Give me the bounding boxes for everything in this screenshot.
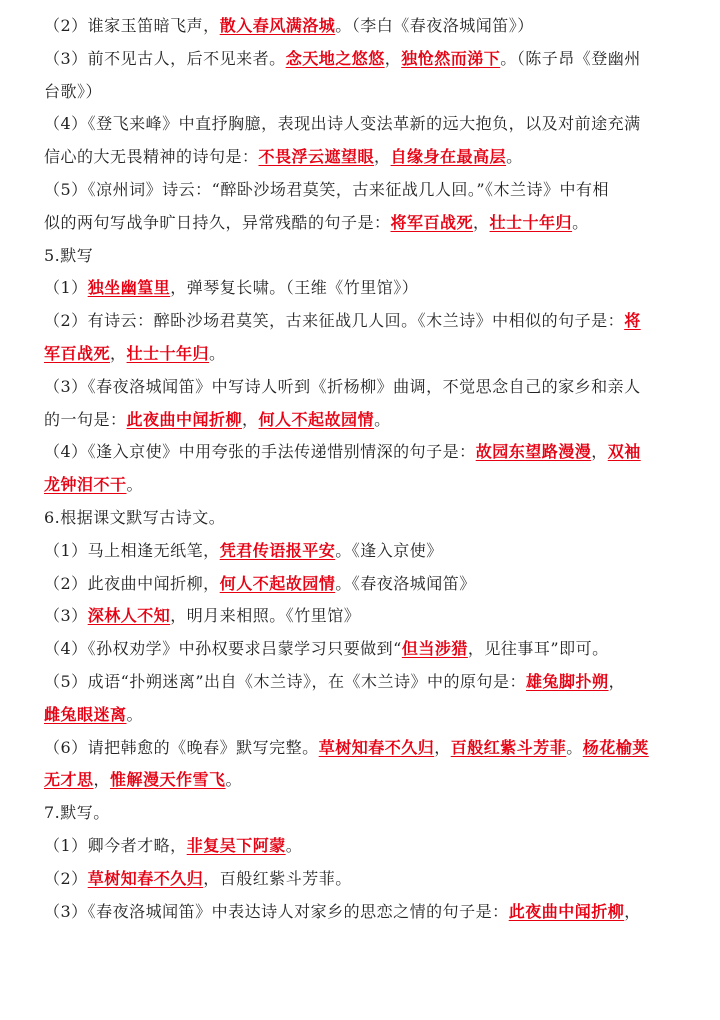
answer-text: 独坐幽篁里	[87, 278, 171, 298]
answer-text: 凭君传语报平安	[219, 540, 336, 560]
answer-text: 故园东望路漫漫	[475, 442, 592, 462]
text-line	[44, 305, 690, 338]
answer-text: 双袖	[607, 442, 641, 462]
answer-text: 散入春风满洛城	[219, 16, 336, 35]
text-line	[44, 404, 690, 437]
answer-text: 何人不起故园情	[219, 573, 336, 593]
line-text: 。	[572, 212, 589, 232]
answer-text: 独怆然而涕下	[401, 48, 501, 68]
line-text: 。	[566, 737, 583, 757]
line-text: ，	[624, 901, 641, 921]
text-line	[44, 436, 690, 469]
line-text: （3）	[44, 606, 88, 626]
answer-text: 惟解漫天作雪飞	[110, 770, 226, 790]
line-text: ，	[591, 442, 608, 462]
answer-text: 百般红紫斗芳菲	[450, 737, 567, 757]
line-text: 信心的大无畏精神的诗句是：	[44, 147, 259, 167]
answer-text: 不畏浮云遮望眼	[258, 147, 375, 167]
line-text: 6.根据课文默写古诗文。	[44, 507, 226, 527]
text-line	[44, 896, 690, 929]
line-text: （1）卿今者才略，	[44, 835, 187, 855]
line-text: （3）前不见古人，后不见来者。	[44, 48, 286, 68]
answer-text: 非复吴下阿蒙	[186, 835, 286, 855]
line-text: （4）《登飞来峰》中直抒胸臆，表现出诗人变法革新的远大抱负，以及对前途充满	[44, 114, 641, 134]
text-line	[44, 108, 690, 141]
line-text: （4）《逢入京使》中用夸张的手法传递惜别情深的句子是：	[44, 442, 476, 462]
answer-text: 将军百战死	[390, 212, 474, 232]
line-text: 。	[126, 475, 144, 495]
answer-text: 雄兔脚扑朔	[526, 671, 609, 691]
line-text: 。	[126, 704, 144, 724]
line-text: ，	[434, 737, 451, 757]
line-text: （1）	[44, 278, 88, 298]
line-text: ，百般红紫斗芳菲。	[203, 868, 352, 888]
line-text: 。《春夜洛城闻笛》	[335, 573, 476, 593]
line-text: （2）谁家玉笛暗飞声，	[44, 16, 220, 35]
answer-text: 军百战死	[44, 343, 111, 363]
line-text: （2）有诗云：醉卧沙场君莫笑，古来征战几人回。《木兰诗》中相似的句子是：	[44, 311, 625, 331]
line-text: 7.默写。	[44, 803, 110, 823]
line-text: ，	[473, 212, 490, 232]
line-text: ，	[242, 409, 259, 429]
line-text: 似的两句写战争旷日持久，异常残酷的句子是：	[44, 212, 391, 232]
line-text: 。	[209, 343, 226, 363]
line-text: （2）此夜曲中闻折柳，	[44, 573, 220, 593]
line-text: （2）	[44, 868, 88, 888]
answer-text: 此夜曲中闻折柳	[508, 901, 625, 921]
section-heading	[44, 240, 690, 273]
text-line	[44, 666, 690, 699]
line-text: 。	[225, 770, 243, 790]
line-text: 的一句是：	[44, 409, 127, 429]
answer-text: 无才思	[44, 770, 94, 790]
line-text: ，	[384, 48, 402, 68]
line-text: ，	[93, 770, 111, 790]
answer-text: 壮士十年归	[489, 212, 573, 232]
answer-text: 龙钟泪不干	[44, 475, 127, 495]
line-text: 台歌》）	[44, 81, 103, 101]
answer-text: 念天地之悠悠	[285, 48, 385, 68]
line-text: （5）成语“扑朔迷离”出自《木兰诗》，在《木兰诗》中的原句是：	[44, 671, 527, 691]
line-text: 。	[506, 147, 523, 167]
text-line	[44, 272, 690, 305]
text-line	[44, 535, 690, 568]
line-text: （3）《春夜洛城闻笛》中表达诗人对家乡的思恋之情的句子是：	[44, 901, 509, 921]
answer-text: 将	[624, 311, 641, 331]
section-heading	[44, 797, 690, 830]
line-text: （5）《凉州词》诗云：“醉卧沙场君莫笑，古来征战几人回。”《木兰诗》中有相	[44, 179, 610, 199]
text-line	[44, 469, 690, 502]
answer-text: 何人不起故园情	[258, 409, 375, 429]
line-text: （6）请把韩愈的《晚春》默写完整。	[44, 737, 319, 757]
text-line	[44, 732, 690, 765]
line-text: ，明月来相照。《竹里馆》	[170, 606, 361, 626]
text-line	[44, 141, 690, 174]
line-text: ，见往事耳”即可。	[467, 639, 609, 659]
line-text: ，	[608, 671, 626, 691]
answer-text: 深林人不知	[87, 606, 171, 626]
text-line	[44, 568, 690, 601]
line-text: （4）《孙权劝学》中孙权要求吕蒙学习只要做到“	[44, 639, 402, 659]
text-line	[44, 699, 690, 732]
line-text: 。	[374, 409, 391, 429]
answer-text: 草树知春不久归	[87, 868, 204, 888]
text-line	[44, 371, 690, 404]
answer-text: 此夜曲中闻折柳	[126, 409, 243, 429]
answer-text: 但当涉猎	[401, 639, 468, 659]
line-text: 5.默写	[44, 245, 94, 265]
text-line	[44, 207, 690, 240]
line-text: 。（李白《春夜洛城闻笛》）	[335, 16, 534, 35]
line-text: 。（陈子昂《登幽州	[500, 48, 641, 68]
answer-text: 杨花榆荚	[582, 737, 649, 757]
text-line	[44, 43, 690, 76]
answer-text: 自缘身在最高层	[390, 147, 507, 167]
answer-text: 雌兔眼迷离	[44, 704, 127, 724]
line-text: 。	[285, 835, 303, 855]
answer-text: 壮士十年归	[126, 343, 210, 363]
answer-text: 草树知春不久归	[318, 737, 435, 757]
text-line	[44, 174, 690, 207]
line-text: （3）《春夜洛城闻笛》中写诗人听到《折杨柳》曲调，不觉思念自己的家乡和亲人	[44, 376, 641, 396]
text-line	[44, 338, 690, 371]
text-line	[44, 76, 690, 109]
line-text: 。《逢入京使》	[335, 540, 443, 560]
line-text: （1）马上相逢无纸笔，	[44, 540, 220, 560]
text-line	[44, 10, 690, 43]
section-heading	[44, 502, 690, 535]
line-text: ，	[374, 147, 391, 167]
text-line	[44, 633, 690, 666]
line-text: ，弹琴复长啸。（王维《竹里馆》）	[170, 278, 419, 298]
text-line	[44, 863, 690, 896]
text-line	[44, 764, 690, 797]
text-line	[44, 600, 690, 633]
text-line	[44, 830, 690, 863]
line-text: ，	[110, 343, 127, 363]
